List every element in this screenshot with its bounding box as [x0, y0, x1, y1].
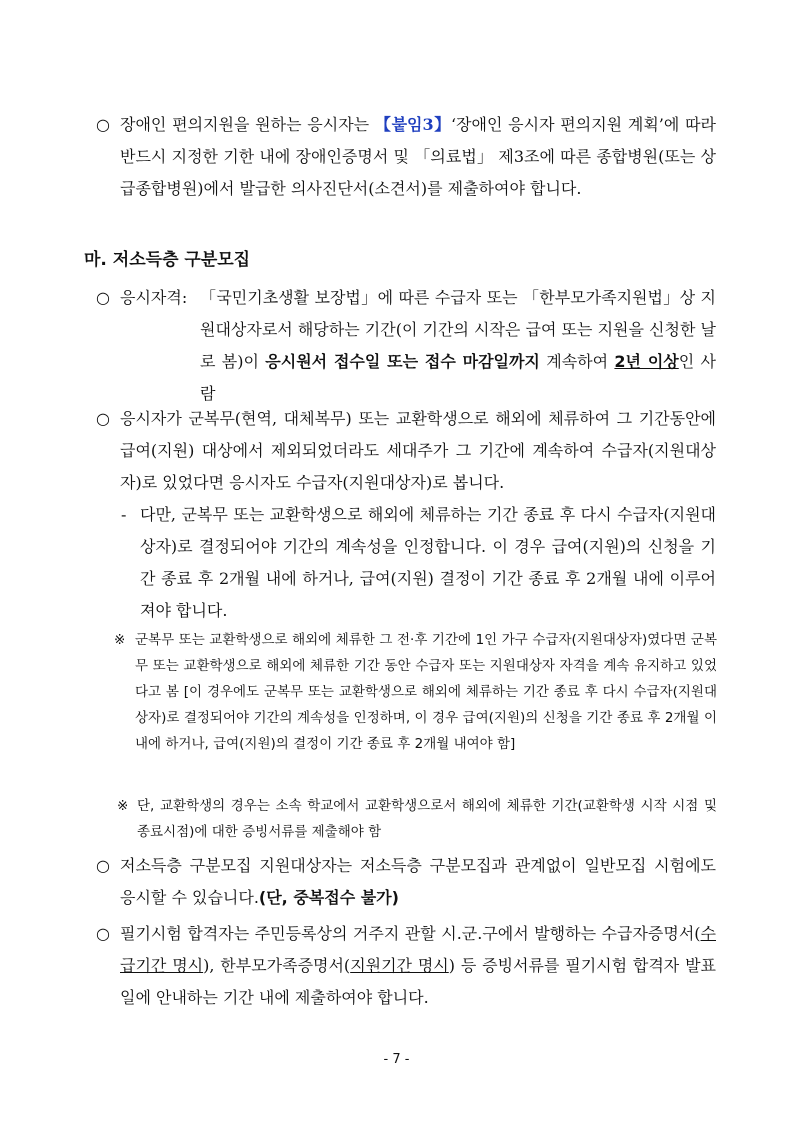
- dash-marker: -: [121, 505, 127, 524]
- text: 인 사람: [200, 352, 717, 403]
- disability-support-paragraph: [120, 109, 716, 205]
- text: 필기시험 합격자는 주민등록상의 거주지 관할 시.군.구에서 발행하는 수급자증명서(: [120, 924, 701, 943]
- eligibility-label: 응시자격:: [120, 288, 188, 307]
- emphasis: (단, 중복접수 불가): [258, 888, 399, 907]
- page-number: - 7 -: [383, 1052, 410, 1067]
- bullet-circle: ○: [96, 288, 110, 307]
- documents-paragraph: [120, 918, 716, 1014]
- note-marker: ※: [117, 798, 129, 814]
- eligibility-paragraph: [200, 282, 716, 410]
- text: 계속하여: [539, 352, 615, 371]
- note-marker: ※: [114, 632, 126, 648]
- text: ‘장애인 응시자 편의지원 계획’에 따라 반드시 지정한 기한 내에 장애인증명서 및 「의료법」 제3조에 따른 종합병원(또는 상급종합병원)에서 발급한 의사진단서(소견서)를 제출하여야 합니다.: [120, 115, 717, 198]
- bullet-circle: ○: [96, 115, 110, 134]
- text: ), 한부모가족증명서(: [203, 956, 351, 975]
- attachment-reference: 【붙임3】: [374, 115, 451, 134]
- military-exception-paragraph: 다만, 군복무 또는 교환학생으로 해외에 체류하는 기간 종료 후 다시 수급자(지원대상자)로 결정되어야 기간의 계속성을 인정합니다. 이 경우 급여(지원)의 신청을 기간 종료 후 2개월 내에 하거나, 급여(지원) 결정이 기간 종료 후 2개월 내에 이루어져야 합니다.: [140, 505, 716, 620]
- text: 저소득층 구분모집 지원대상자는 저소득층 구분모집과 관계없이 일반모집 시험에도 응시할 수 있습니다.: [120, 856, 716, 907]
- note-1: 군복무 또는 교환학생으로 해외에 체류한 그 전·후 기간에 1인 가구 수급자(지원대상자)였다면 군복무 또는 교환학생으로 해외에 체류한 기간 동안 수급자 또는 지원대상자 자격을 계속 유지하고 있었다고 봄 [이 경우에도 군복무 또는 교환학생으로 해외에 체류하는 기간 종료 후 다시 수급자(지원대상자)로 결정되어야 기간의 계속성을 인정하며, 이 경우 급여(지원)의 신청을 기간 종료 후 2개월 이내에 하거나, 급여(지원)의 결정이 기간 종료 후 2개월 내여야 함]: [135, 632, 717, 752]
- bullet-circle: ○: [96, 924, 110, 943]
- underlined-text: 수급기간 명시: [120, 924, 716, 975]
- text: 「국민기초생활 보장법」에 따른 수급자 또는 「한부모가족지원법」상 지원대상자로서 해당하는 기간(이 기간의 시작은 급여 또는 지원을 신청한 날로 봄)이: [200, 288, 716, 371]
- emphasis: 응시원서 접수일 또는 접수 마감일까지: [265, 352, 540, 371]
- bullet-circle: ○: [96, 409, 110, 428]
- note-2: 단, 교환학생의 경우는 소속 학교에서 교환학생으로서 해외에 체류한 기간(교환학생 시작 시점 및 종료시점)에 대한 증빙서류를 제출해야 함: [137, 798, 717, 840]
- section-heading: 마. 저소득층 구분모집: [84, 250, 251, 270]
- military-service-paragraph: 응시자가 군복무(현역, 대체복무) 또는 교환학생으로 해외에 체류하여 그 기간동안에 급여(지원) 대상에서 제외되었더라도 세대주가 그 기간에 계속하여 수급자(지원대상자)로 있었다면 응시자도 수급자(지원대상자)로 봅니다.: [120, 409, 716, 492]
- bullet-circle: ○: [96, 856, 110, 875]
- text: 장애인 편의지원을 원하는 응시자는: [120, 115, 375, 134]
- text: ) 등 증빙서류를 필기시험 합격자 발표일에 안내하는 기간 내에 제출하여야 합니다.: [120, 956, 717, 1007]
- underlined-text: 지원기간 명시: [350, 956, 449, 975]
- general-recruitment-paragraph: [120, 850, 716, 914]
- emphasis-underlined: 2년 이상: [614, 352, 679, 371]
